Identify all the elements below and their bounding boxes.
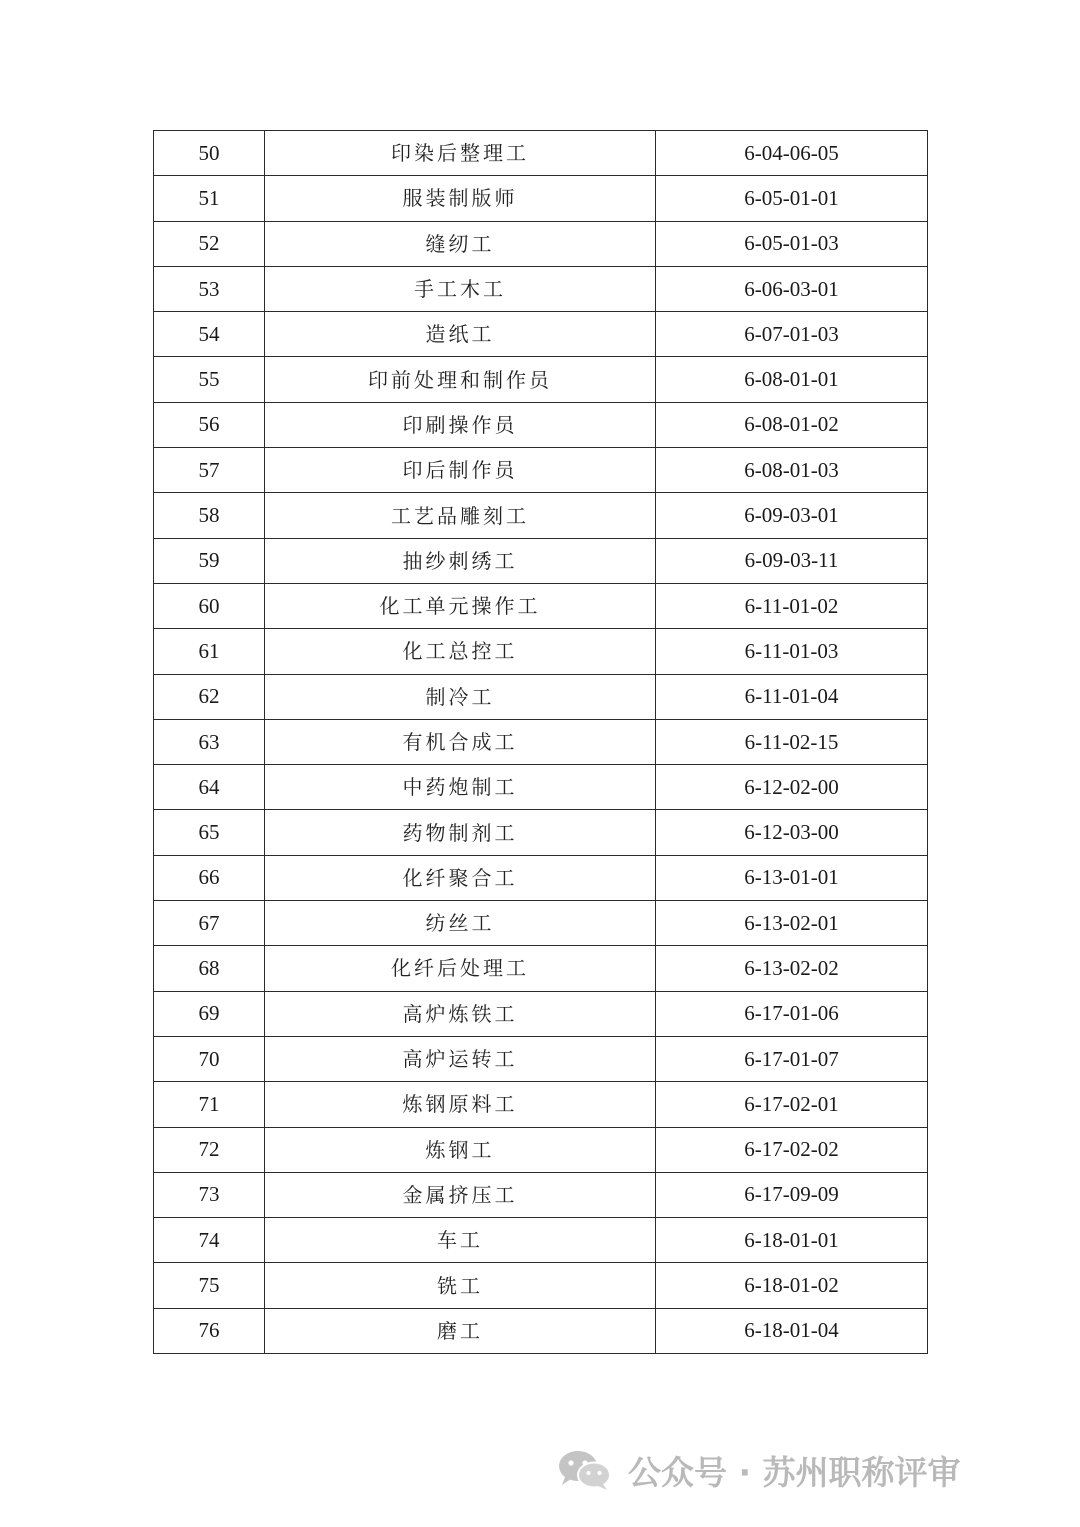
occupation-name-cell: 中药炮制工 [265,765,656,810]
table-row [154,538,928,583]
row-number-cell: 63 [154,719,265,764]
row-number-cell: 51 [154,176,265,221]
occupation-name-cell: 纺丝工 [265,901,656,946]
occupation-name-cell: 铣工 [265,1263,656,1308]
occupation-code-cell: 6-17-01-06 [656,991,928,1036]
row-number-cell: 64 [154,765,265,810]
occupation-code-cell: 6-13-01-01 [656,855,928,900]
row-number-cell: 59 [154,538,265,583]
occupation-code-cell: 6-11-01-02 [656,583,928,628]
row-number-cell: 70 [154,1036,265,1081]
row-number-cell: 55 [154,357,265,402]
table-row [154,1082,928,1127]
row-number-cell: 72 [154,1127,265,1172]
table-row [154,855,928,900]
table-row [154,402,928,447]
row-number-cell: 56 [154,402,265,447]
occupation-name-cell: 印刷操作员 [265,402,656,447]
occupation-code-cell: 6-08-01-03 [656,448,928,493]
occupation-code-cell: 6-17-02-02 [656,1127,928,1172]
occupation-code-cell: 6-13-02-01 [656,901,928,946]
occupation-code-cell: 6-05-01-03 [656,221,928,266]
watermark [556,1445,961,1495]
occupation-name-cell: 炼钢原料工 [265,1082,656,1127]
row-number-cell: 52 [154,221,265,266]
occupation-code-cell: 6-09-03-11 [656,538,928,583]
table-row [154,1127,928,1172]
table-row [154,810,928,855]
occupation-code-cell: 6-08-01-02 [656,402,928,447]
occupation-code-cell: 6-11-02-15 [656,719,928,764]
table-row [154,357,928,402]
table-row [154,448,928,493]
table-row [154,991,928,1036]
table-row [154,266,928,311]
table-row [154,629,928,674]
row-number-cell: 61 [154,629,265,674]
table-row [154,221,928,266]
occupation-name-cell: 缝纫工 [265,221,656,266]
occupation-name-cell: 造纸工 [265,312,656,357]
table-row [154,1218,928,1263]
occupation-code-cell: 6-13-02-02 [656,946,928,991]
occupation-code-cell: 6-11-01-03 [656,629,928,674]
occupation-code-cell: 6-12-03-00 [656,810,928,855]
occupation-name-cell: 印前处理和制作员 [265,357,656,402]
occupation-name-cell: 抽纱刺绣工 [265,538,656,583]
occupation-name-cell: 有机合成工 [265,719,656,764]
occupation-name-cell: 制冷工 [265,674,656,719]
row-number-cell: 50 [154,131,265,176]
row-number-cell: 76 [154,1308,265,1353]
occupation-code-cell: 6-18-01-04 [656,1308,928,1353]
occupation-code-cell: 6-08-01-01 [656,357,928,402]
row-number-cell: 66 [154,855,265,900]
table-row [154,1263,928,1308]
row-number-cell: 57 [154,448,265,493]
occupation-name-cell: 车工 [265,1218,656,1263]
occupation-code-cell: 6-04-06-05 [656,131,928,176]
occupation-code-cell: 6-17-01-07 [656,1036,928,1081]
occupation-code-cell: 6-07-01-03 [656,312,928,357]
occupation-code-cell: 6-17-02-01 [656,1082,928,1127]
occupation-name-cell: 印后制作员 [265,448,656,493]
table-row [154,1308,928,1353]
row-number-cell: 53 [154,266,265,311]
table-row [154,765,928,810]
row-number-cell: 69 [154,991,265,1036]
table-row [154,1036,928,1081]
row-number-cell: 73 [154,1172,265,1217]
occupation-name-cell: 化纤后处理工 [265,946,656,991]
table-row [154,176,928,221]
row-number-cell: 60 [154,583,265,628]
row-number-cell: 58 [154,493,265,538]
row-number-cell: 54 [154,312,265,357]
occupation-code-cell: 6-06-03-01 [656,266,928,311]
table-row [154,946,928,991]
occupation-name-cell: 手工木工 [265,266,656,311]
table-row [154,719,928,764]
occupation-name-cell: 服装制版师 [265,176,656,221]
table-body [154,131,928,1354]
wechat-icon [556,1448,614,1492]
watermark-text: 公众号 · 苏州职称评审 [628,1452,961,1492]
occupation-name-cell: 化工总控工 [265,629,656,674]
occupation-code-cell: 6-05-01-01 [656,176,928,221]
occupation-code-cell: 6-12-02-00 [656,765,928,810]
occupation-name-cell: 化工单元操作工 [265,583,656,628]
occupation-name-cell: 磨工 [265,1308,656,1353]
occupation-name-cell: 高炉运转工 [265,1036,656,1081]
occupation-name-cell: 工艺品雕刻工 [265,493,656,538]
table-row [154,901,928,946]
occupation-name-cell: 金属挤压工 [265,1172,656,1217]
occupation-table [153,130,928,1354]
table-row [154,1172,928,1217]
row-number-cell: 71 [154,1082,265,1127]
occupation-name-cell: 炼钢工 [265,1127,656,1172]
row-number-cell: 65 [154,810,265,855]
occupation-name-cell: 高炉炼铁工 [265,991,656,1036]
occupation-code-cell: 6-18-01-01 [656,1218,928,1263]
occupation-code-cell: 6-18-01-02 [656,1263,928,1308]
occupation-name-cell: 药物制剂工 [265,810,656,855]
table-row [154,583,928,628]
row-number-cell: 74 [154,1218,265,1263]
occupation-code-cell: 6-17-09-09 [656,1172,928,1217]
table-row [154,493,928,538]
row-number-cell: 67 [154,901,265,946]
table-row [154,131,928,176]
table-row [154,312,928,357]
table-row [154,674,928,719]
row-number-cell: 75 [154,1263,265,1308]
occupation-code-cell: 6-09-03-01 [656,493,928,538]
occupation-name-cell: 印染后整理工 [265,131,656,176]
occupation-name-cell: 化纤聚合工 [265,855,656,900]
row-number-cell: 62 [154,674,265,719]
row-number-cell: 68 [154,946,265,991]
occupation-code-cell: 6-11-01-04 [656,674,928,719]
